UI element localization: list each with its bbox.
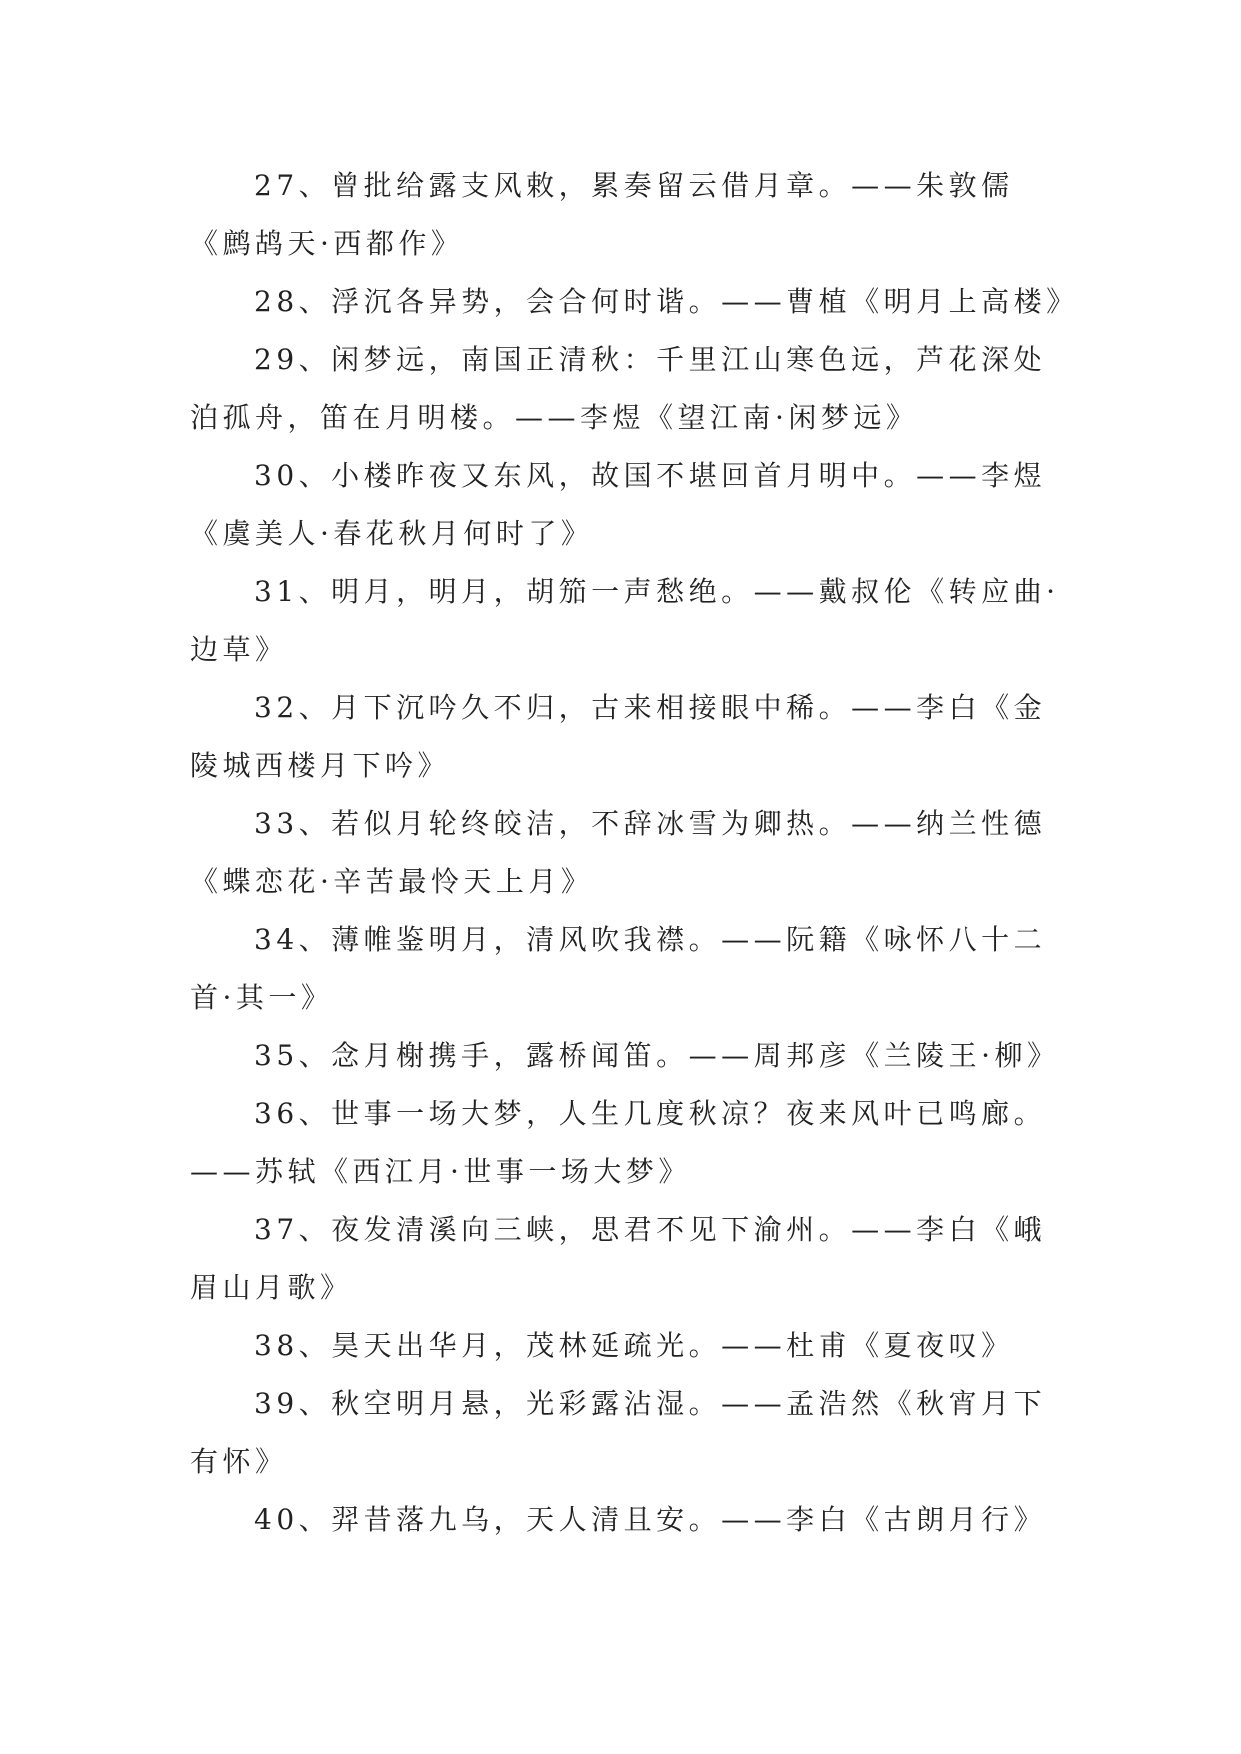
poem-entry-29: 29、闲梦远，南国正清秋：千里江山寒色远，芦花深处泊孤舟，笛在月明楼。——李煜《望江南·闲梦远》 xyxy=(190,343,1047,434)
poem-entry-33: 33、若似月轮终皎洁，不辞冰雪为卿热。——纳兰性德《蝶恋花·辛苦最怜天上月》 xyxy=(190,807,1047,898)
poem-entry-40: 40、羿昔落九乌，天人清且安。——李白《古朗月行》 xyxy=(254,1503,1047,1536)
poem-entry-32: 32、月下沉吟久不归，古来相接眼中稀。——李白《金陵城西楼月下吟》 xyxy=(190,691,1047,782)
poem-entry-31: 31、明月，明月，胡笳一声愁绝。——戴叔伦《转应曲·边草》 xyxy=(190,575,1060,666)
poem-entry-27: 27、曾批给露支风敕，累奏留云借月章。——朱敦儒《鹧鸪天·西都作》 xyxy=(190,169,1014,260)
poem-entry-30: 30、小楼昨夜又东风，故国不堪回首月明中。——李煜《虞美人·春花秋月何时了》 xyxy=(190,459,1047,550)
poem-entry-36: 36、世事一场大梦，人生几度秋凉？夜来风叶已鸣廊。——苏轼《西江月·世事一场大梦》 xyxy=(190,1097,1047,1188)
poem-entry-35: 35、念月榭携手，露桥闻笛。——周邦彦《兰陵王·柳》 xyxy=(254,1039,1060,1072)
poem-entry-39: 39、秋空明月悬，光彩露沾湿。——孟浩然《秋宵月下有怀》 xyxy=(190,1387,1047,1478)
document-page xyxy=(190,157,1079,1549)
poem-entry-37: 37、夜发清溪向三峡，思君不见下渝州。——李白《峨眉山月歌》 xyxy=(190,1213,1047,1304)
poem-entry-38: 38、昊天出华月，茂林延疏光。——杜甫《夏夜叹》 xyxy=(254,1329,1014,1362)
poem-entry-28: 28、浮沉各异势，会合何时谐。——曹植《明月上高楼》 xyxy=(254,285,1079,318)
poem-entry-34: 34、薄帷鉴明月，清风吹我襟。——阮籍《咏怀八十二首·其一》 xyxy=(190,923,1047,1014)
